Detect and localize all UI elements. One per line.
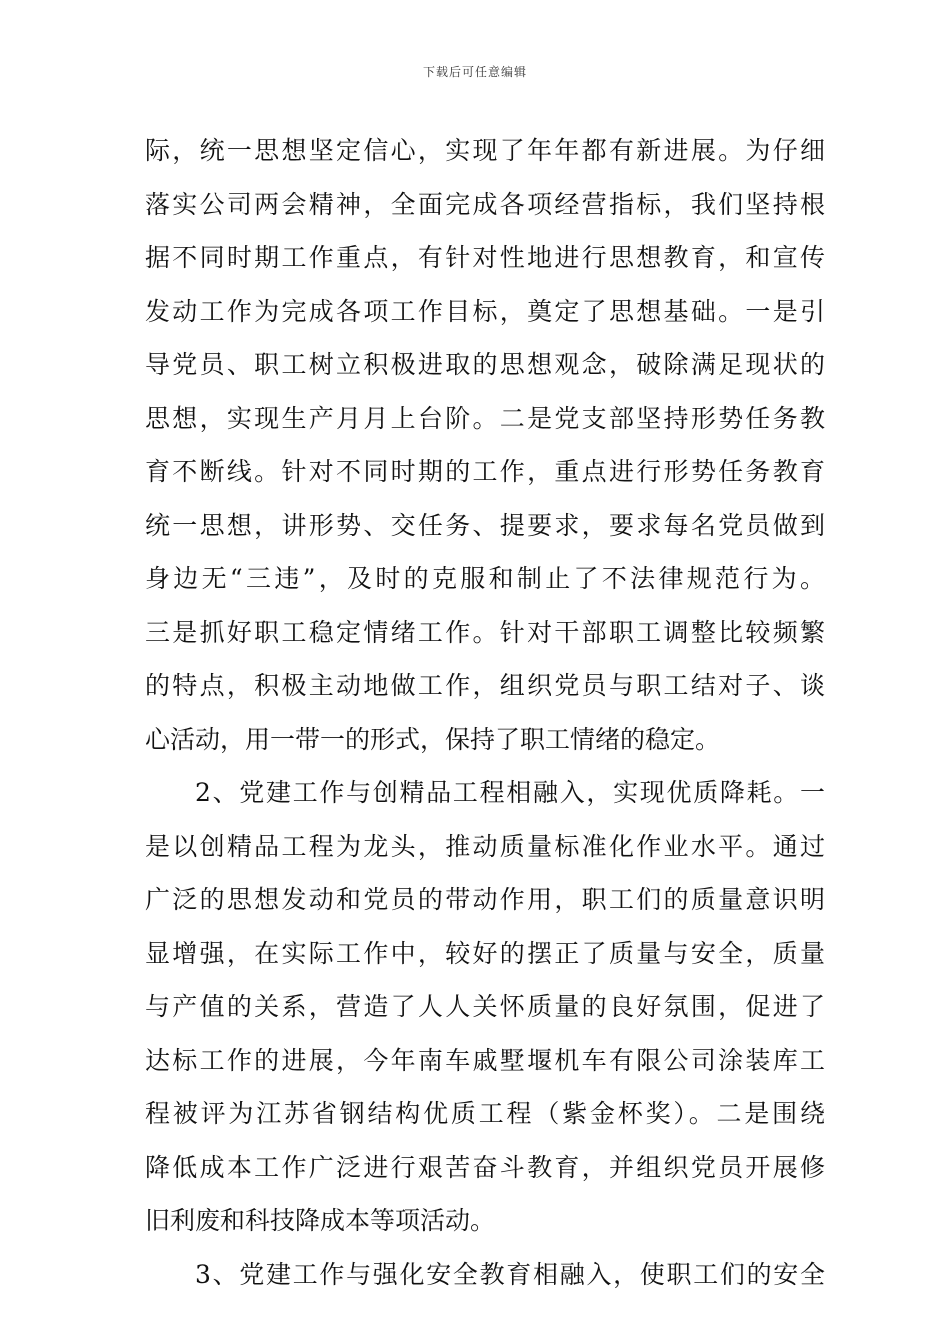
text-line: 与产值的关系，营造了人人关怀质量的良好氛围，促进了 bbox=[145, 992, 825, 1021]
text-line: 2、党建工作与创精品工程相融入，实现优质降耗。一 bbox=[195, 778, 825, 807]
text-line: 据不同时期工作重点，有针对性地进行思想教育，和宣传 bbox=[145, 243, 825, 272]
text-line: 显增强，在实际工作中，较好的摆正了质量与安全，质量 bbox=[145, 938, 825, 968]
text-line: 的特点，积极主动地做工作，组织党员与职工结对子、谈 bbox=[145, 671, 825, 700]
text-line: 思想，实现生产月月上台阶。二是党支部坚持形势任务教 bbox=[145, 403, 825, 433]
text-line: 3、党建工作与强化安全教育相融入，使职工们的安全 bbox=[195, 1259, 825, 1289]
text-line: 落实公司两会精神，全面完成各项经营指标，我们坚持根 bbox=[145, 189, 825, 219]
text-line: 际，统一思想坚定信心，实现了年年都有新进展。为仔细 bbox=[145, 136, 825, 165]
paragraph-1 bbox=[145, 124, 825, 766]
text-line: 育不断线。针对不同时期的工作，重点进行形势任务教育 bbox=[145, 457, 825, 486]
text-line: 达标工作的进展，今年南车戚墅堰机车有限公司涂装库工 bbox=[145, 1045, 825, 1075]
text-line: 降低成本工作广泛进行艰苦奋斗教育，并组织党员开展修 bbox=[145, 1152, 825, 1182]
text-line: 发动工作为完成各项工作目标，奠定了思想基础。一是引 bbox=[145, 296, 825, 326]
text-line: 身边无“三违”，及时的克服和制止了不法律规范行为。 bbox=[145, 564, 825, 593]
text-line: 是以创精品工程为龙头，推动质量标准化作业水平。通过 bbox=[145, 831, 825, 861]
text-line: 旧利废和科技降成本等项活动。 bbox=[145, 1206, 496, 1235]
document-body bbox=[145, 124, 825, 1301]
paragraph-3 bbox=[145, 1248, 825, 1302]
text-line: 程被评为江苏省钢结构优质工程（紫金杯奖）。二是围绕 bbox=[145, 1099, 825, 1128]
page-header-note: 下载后可任意编辑 bbox=[422, 65, 527, 79]
paragraph-2 bbox=[145, 766, 825, 1248]
text-line: 心活动，用一带一的形式，保持了职工情绪的稳定。 bbox=[145, 724, 721, 754]
text-line: 广泛的思想发动和党员的带动作用，职工们的质量意识明 bbox=[145, 885, 825, 914]
text-line: 三是抓好职工稳定情绪工作。针对干部职工调整比较频繁 bbox=[145, 617, 825, 647]
text-line: 统一思想，讲形势、交任务、提要求，要求每名党员做到 bbox=[145, 510, 825, 540]
text-line: 导党员、职工树立积极进取的思想观念，破除满足现状的 bbox=[145, 350, 825, 379]
